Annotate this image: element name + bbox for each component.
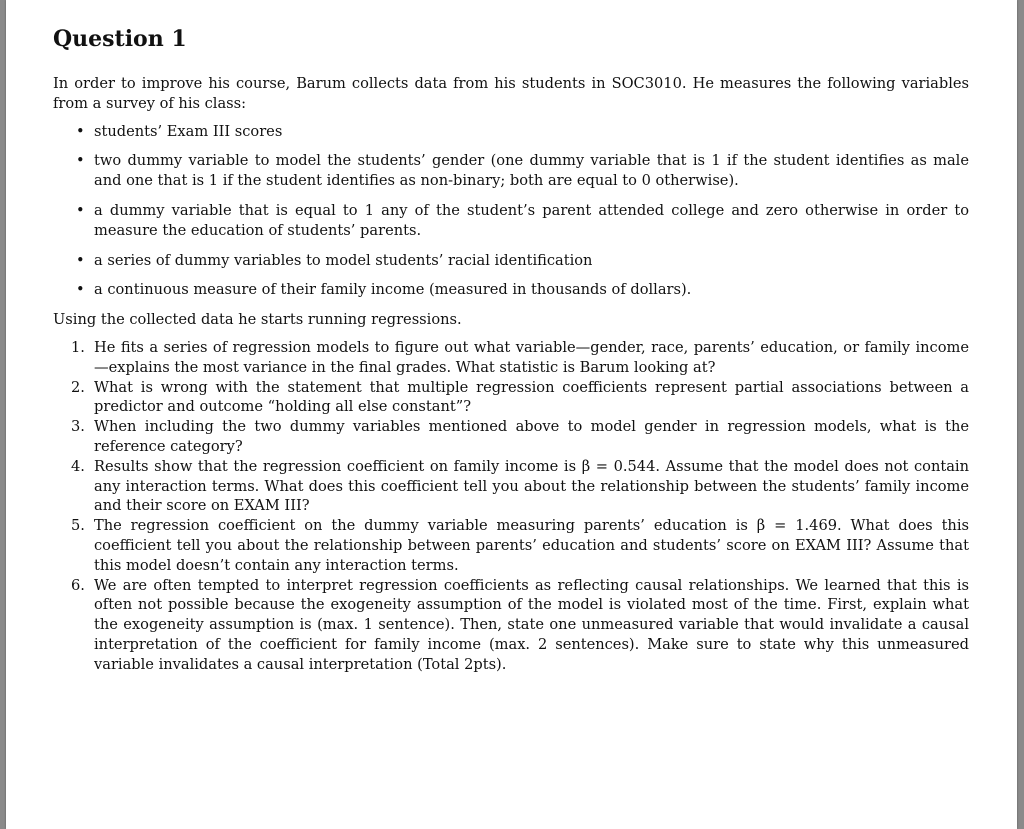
question-number: 6. — [71, 576, 85, 594]
list-item — [76, 151, 969, 191]
document-page — [6, 0, 1017, 829]
question-text: What is wrong with the statement that multiple regression coefficients represent partial associations between a predictor and outcome “holding all else constant”? — [94, 378, 969, 416]
question-item — [71, 417, 969, 457]
question-number: 3. — [71, 418, 85, 436]
list-item-text: two dummy variable to model the students’ gender (one dummy variable that is 1 if the student identifies as male and one that is 1 if the student identifies as non-binary; both are equal to 0 otherwise). — [94, 152, 969, 190]
question-number: 5. — [71, 517, 85, 535]
list-item-text: a continuous measure of their family income (measured in thousands of dollars). — [94, 281, 692, 299]
list-item — [76, 201, 969, 241]
question-text: He fits a series of regression models to figure out what variable—gender, race, parents’ education, or family income—explains the most variance in the final grades. What statistic is Barum looking at? — [94, 338, 969, 376]
bullet-marker: • — [76, 281, 85, 299]
list-item-text: students’ Exam III scores — [94, 122, 283, 140]
list-item — [76, 280, 969, 300]
question-list — [53, 338, 969, 675]
bullet-marker: • — [76, 251, 85, 269]
list-item-text: a series of dummy variables to model students’ racial identification — [94, 251, 593, 269]
list-item — [76, 122, 969, 142]
list-item-text: a dummy variable that is equal to 1 any of the student’s parent attended college and zero otherwise in order to measure the education of students’ parents. — [94, 201, 969, 239]
question-item — [71, 457, 969, 516]
question-item — [71, 576, 969, 675]
bullet-marker: • — [76, 122, 85, 140]
bullet-marker: • — [76, 152, 85, 170]
document-content — [53, 24, 969, 675]
bullet-marker: • — [76, 201, 85, 219]
question-number: 2. — [71, 378, 85, 396]
intro-paragraph: In order to improve his course, Barum collects data from his students in SOC3010. He measures the following variables from a survey of his class: — [53, 75, 969, 112]
question-item — [71, 378, 969, 418]
question-text: When including the two dummy variables mentioned above to model gender in regression models, what is the reference category? — [94, 418, 969, 455]
list-item — [76, 251, 969, 271]
question-text: We are often tempted to interpret regression coefficients as reflecting causal relationships. We learned that this is often not possible because the exogeneity assumption of the model is violated most of the time. First, explain what the exogeneity assumption is (max. 1 sentence). Then, state one unmeasured variable that would invalidate a causal interpretation of the coefficient for family income (max. 2 sentences). Make sure to state why this unmeasured variable invalidates a causal interpretation (Total 2pts). — [94, 576, 969, 673]
question-text: Results show that the regression coefficient on family income is β = 0.544. Assume that the model does not contain any interaction terms. What does this coefficient tell you about the relationship between the students’ family income and their score on EXAM III? — [94, 457, 969, 515]
question-number: 1. — [71, 338, 85, 356]
question-item — [71, 516, 969, 575]
question-text: The regression coefficient on the dummy variable measuring parents’ education is β = 1.469. What does this coefficient tell you about the relationship between parents’ education and students’ score on EXAM III? Assume that this model doesn’t contain any interaction terms. — [94, 517, 969, 574]
transition-paragraph: Using the collected data he starts running regressions. — [53, 311, 462, 329]
question-heading: Question 1 — [53, 26, 187, 52]
variable-list — [53, 122, 969, 301]
question-item — [71, 338, 969, 378]
question-number: 4. — [71, 457, 85, 475]
